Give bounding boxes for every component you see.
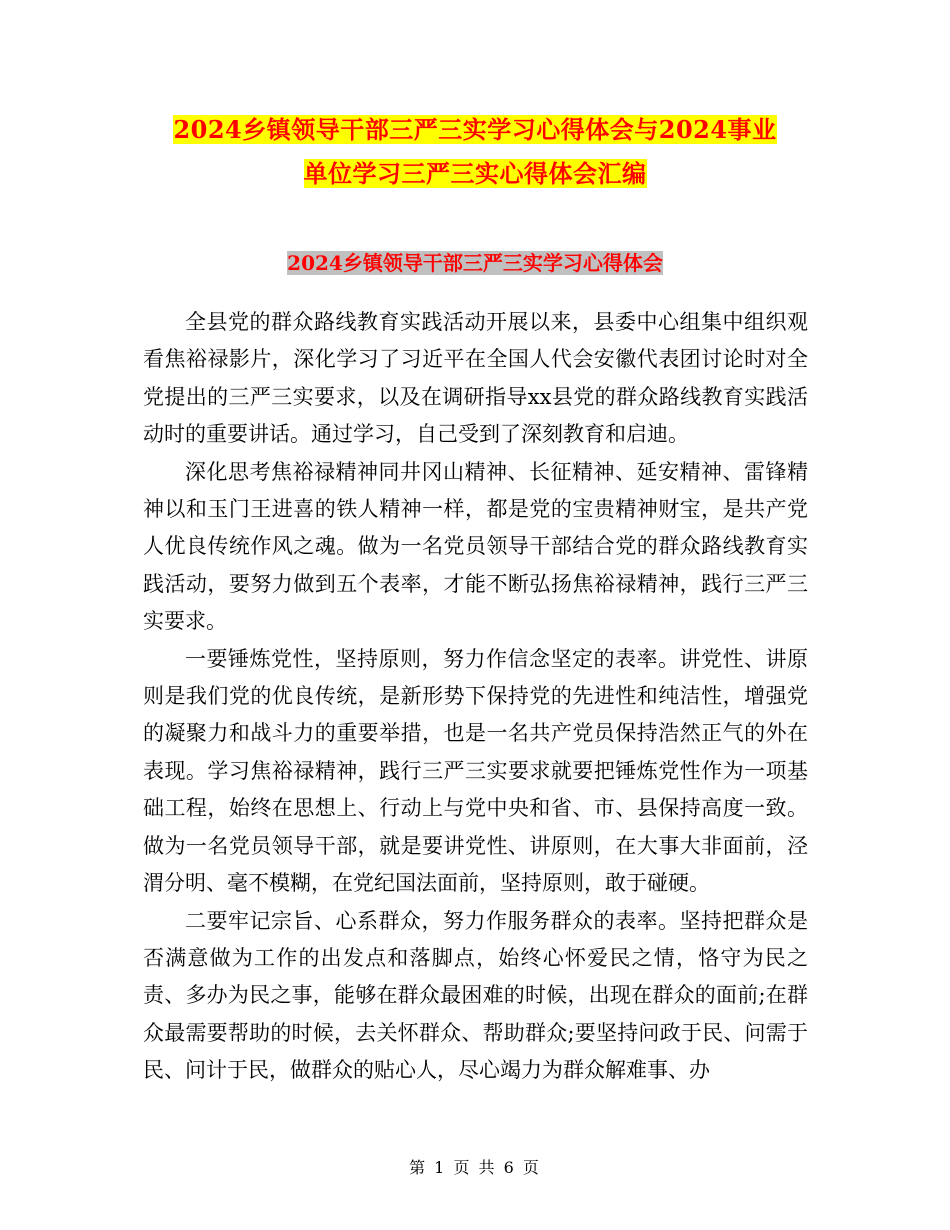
paragraph-1: 全县党的群众路线教育实践活动开展以来，县委中心组集中组织观看焦裕禄影片，深化学习了习近平在全国人代会安徽代表团讨论时对全党提出的三严三实要求，以及在调研指导xx县党的群众路线教育实践活动时的重要讲话。通过学习，自己受到了深刻教育和启迪。 [143,310,808,447]
document-title [130,108,820,196]
paragraph-3: 一要锤炼党性，坚持原则，努力作信念坚定的表率。讲党性、讲原则是我们党的优良传统，是新形势下保持党的先进性和纯洁性，增强党的凝聚力和战斗力的重要举措，也是一名共产党员保持浩然正气的外在表现。学习焦裕禄精神，践行三严三实要求就要把锤炼党性作为一项基础工程，始终在思想上、行动上与党中央和省、市、县保持高度一致。做为一名党员领导干部，就是要讲党性、讲原则，在大事大非面前，泾渭分明、毫不模糊，在党纪国法面前，坚持原则，敢于碰硬。 [143,646,808,896]
section-title [130,246,820,280]
page-number-footer: 第 1 页 共 6 页 [409,1158,541,1177]
paragraph-2: 深化思考焦裕禄精神同井冈山精神、长征精神、延安精神、雷锋精神以和玉门王进喜的铁人精神一样，都是党的宝贵精神财宝，是共产党人优良传统作风之魂。做为一名党员领导干部结合党的群众路线教育实践活动，要努力做到五个表率，才能不断弘扬焦裕禄精神，践行三严三实要求。 [143,459,808,634]
document-body [143,304,808,1090]
section-title-text: 2024乡镇领导干部三严三实学习心得体会 [287,251,663,275]
title-line-1: 2024乡镇领导干部三严三实学习心得体会与2024事业 [173,115,777,144]
paragraph-4: 二要牢记宗旨、心系群众，努力作服务群众的表率。坚持把群众是否满意做为工作的出发点和落脚点，始终心怀爱民之情，恪守为民之责、多办为民之事，能够在群众最困难的时候，出现在群众的面前;在群众最需要帮助的时候，去关怀群众、帮助群众;要坚持问政于民、问需于民、问计于民，做群众的贴心人，尽心竭力为群众解难事、办 [143,908,808,1083]
title-line-2: 单位学习三严三实心得体会汇编 [303,159,647,188]
